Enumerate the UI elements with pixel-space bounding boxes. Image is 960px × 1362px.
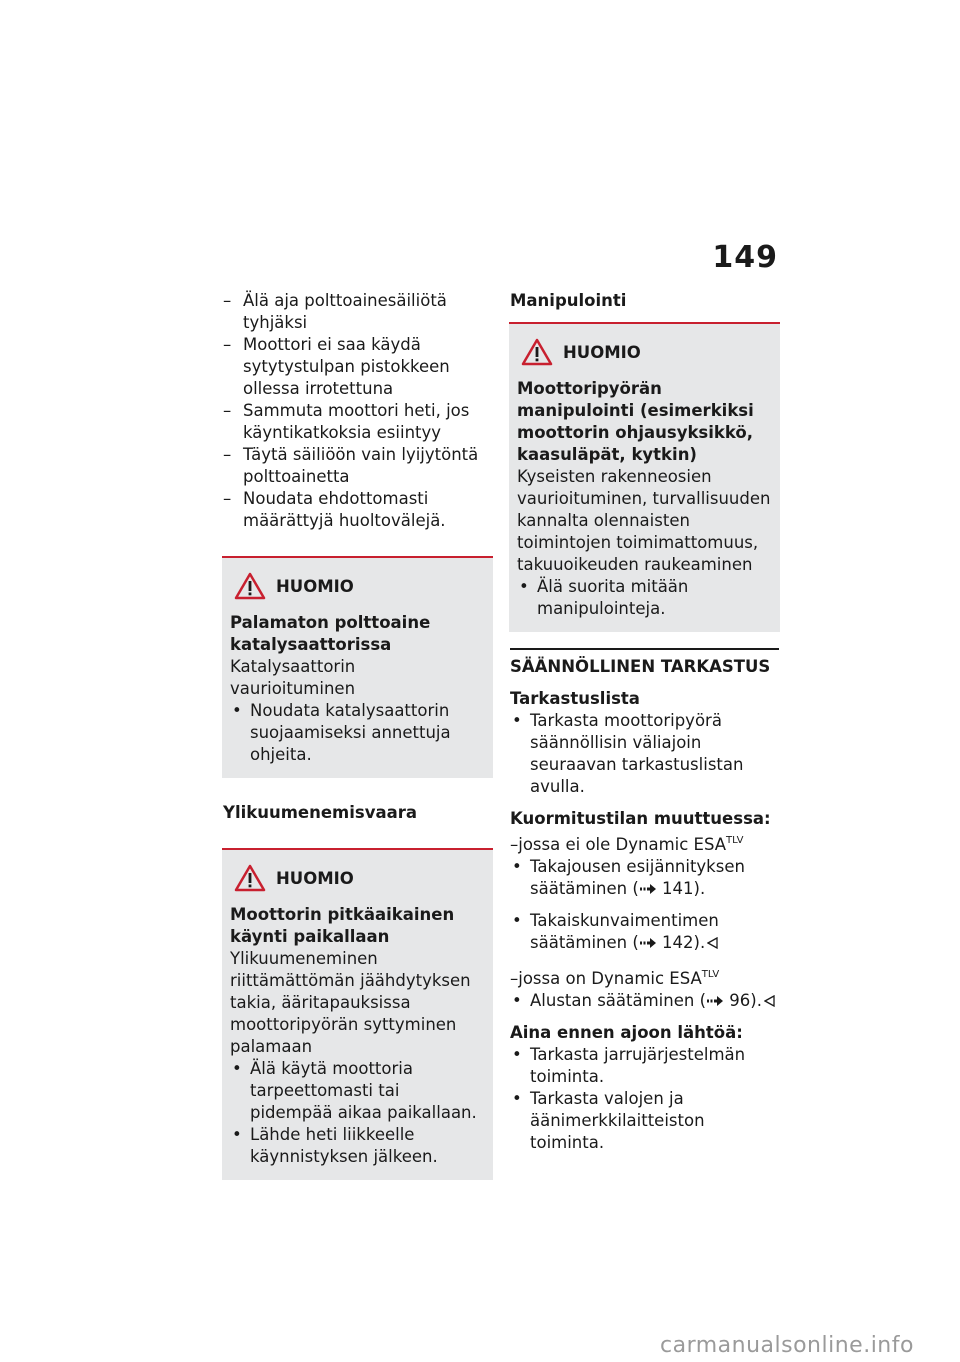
right-column	[510, 290, 779, 1154]
before-ride-bullets	[510, 1044, 779, 1154]
load-change-bullets-2	[510, 910, 779, 954]
list-item-text: Älä aja polttoainesäiliötä tyhjäksi	[243, 291, 447, 332]
bullet-marker: •	[512, 911, 522, 930]
checklist-heading: Tarkastuslista	[510, 689, 640, 708]
list-item	[230, 1058, 485, 1124]
list-item	[510, 990, 779, 1012]
list-item-text: Tarkasta moottoripyörä säännöllisin väliajoin seuraavan tarkastuslistan avulla.	[530, 711, 744, 796]
condition-no-esa	[510, 830, 779, 856]
list-item	[510, 710, 779, 798]
list-item-text: Noudata ehdottomasti määrättyjä huoltovälejä.	[243, 489, 446, 530]
load-change-heading: Kuormitustilan muuttuessa:	[510, 809, 771, 828]
notice-header	[234, 572, 485, 600]
warning-triangle-icon	[234, 864, 266, 892]
bullet-marker: •	[519, 577, 529, 596]
page-number: 149	[712, 240, 778, 275]
before-ride-heading: Aina ennen ajoon lähtöä:	[510, 1023, 743, 1042]
list-item-text: Lähde heti liikkeelle käynnistyksen jälkeen.	[250, 1125, 438, 1166]
watermark: carmanualsonline.info	[660, 1333, 914, 1358]
list-item	[223, 488, 492, 532]
notice-catalyst	[222, 556, 493, 778]
notice-heading: Palamaton polttoaine katalysaattorissa	[230, 613, 431, 654]
section-title-inspection: SÄÄNNÖLLINEN TARKASTUS	[510, 648, 779, 678]
left-column	[223, 290, 492, 1180]
notice-label: HUOMIO	[276, 868, 354, 888]
bullet-marker: •	[512, 1045, 522, 1064]
dash-marker: –	[223, 445, 232, 464]
page-reference-arrow-icon[interactable]	[639, 883, 657, 895]
warning-triangle-icon	[234, 572, 266, 600]
list-item-text: Takaiskunvaimentimen säätäminen (	[530, 911, 719, 952]
list-item-text: Täytä säiliöön vain lyijytöntä polttoainetta	[243, 445, 479, 486]
notice-heading: Moottoripyörän manipulointi (esimerkiksi moottorin ohjausyksikkö, kaasuläpät, kytkin)	[517, 379, 754, 464]
notice-text: Kyseisten rakenneosien vaurioituminen, turvallisuuden kannalta olennaisten toimintojen toimimattomuus, takuuoikeuden raukeaminen	[517, 467, 771, 574]
list-item-text: Alustan säätäminen (	[530, 991, 707, 1010]
dash-marker: –	[223, 335, 232, 354]
list-item	[510, 1044, 779, 1088]
notice-header	[521, 338, 772, 366]
list-item	[510, 856, 779, 900]
condition-text: jossa ei ole Dynamic ESA	[518, 835, 727, 854]
load-change-bullets-1	[510, 856, 779, 900]
page-reference-arrow-icon[interactable]	[639, 937, 657, 949]
notice-text: Ylikuumeneminen riittämättömän jäähdytyksen takia, ääritapauksissa moottoripyörän syttyminen palamaan	[230, 949, 471, 1056]
notice-heading: Moottorin pitkäaikainen käynti paikallaan	[230, 905, 455, 946]
notice-bullets	[230, 700, 485, 766]
dash-marker: –	[510, 969, 519, 988]
list-item	[510, 910, 779, 954]
list-item	[223, 290, 492, 334]
dash-marker: –	[223, 291, 232, 310]
page-reference[interactable]: 96).	[724, 991, 762, 1010]
list-item-text: Älä suorita mitään manipulointeja.	[537, 577, 689, 618]
list-item	[230, 700, 485, 766]
list-item-text: Tarkasta valojen ja äänimerkkilaitteiston toiminta.	[530, 1089, 705, 1152]
condition-text: jossa on Dynamic ESA	[518, 969, 702, 988]
bullet-marker: •	[232, 1059, 242, 1078]
notice-idle	[222, 848, 493, 1180]
bullet-marker: •	[512, 991, 522, 1010]
page-reference-arrow-icon[interactable]	[706, 995, 724, 1007]
notice-bullets	[230, 1058, 485, 1168]
bullet-marker: •	[512, 857, 522, 876]
list-item-text: Sammuta moottori heti, jos käyntikatkoksia esiintyy	[243, 401, 470, 442]
bullet-marker: •	[232, 701, 242, 720]
bullet-marker: •	[512, 1089, 522, 1108]
page-reference[interactable]: 141).	[656, 879, 706, 898]
list-item-text: Tarkasta jarrujärjestelmän toiminta.	[530, 1045, 746, 1086]
bullet-marker: •	[232, 1125, 242, 1144]
warning-triangle-icon	[521, 338, 553, 366]
list-item-text: Noudata katalysaattorin suojaamiseksi annettuja ohjeita.	[250, 701, 451, 764]
list-item-text: Moottori ei saa käydä sytytystulpan pistokkeen ollessa irrotettuna	[243, 335, 450, 398]
notice-text: Katalysaattorin vaurioituminen	[230, 657, 356, 698]
dash-marker: –	[510, 835, 519, 854]
notice-header	[234, 864, 485, 892]
list-item	[223, 334, 492, 400]
list-item-text: Älä käytä moottoria tarpeettomasti tai pidempää aikaa paikallaan.	[250, 1059, 477, 1122]
precaution-list	[223, 290, 492, 532]
list-item	[223, 444, 492, 488]
list-item	[230, 1124, 485, 1168]
load-change-bullets-3	[510, 990, 779, 1012]
condition-with-esa	[510, 964, 779, 990]
section-heading-overheat: Ylikuumenemisvaara	[223, 803, 418, 822]
end-of-section-icon	[707, 937, 718, 949]
end-of-section-icon	[764, 995, 775, 1007]
section-heading-manipulation: Manipulointi	[510, 291, 627, 310]
notice-label: HUOMIO	[276, 576, 354, 596]
list-item	[510, 1088, 779, 1154]
bullet-marker: •	[512, 711, 522, 730]
dash-marker: –	[223, 401, 232, 420]
notice-label: HUOMIO	[563, 342, 641, 362]
list-item	[223, 400, 492, 444]
notice-manipulation	[509, 322, 780, 632]
notice-bullets	[517, 576, 772, 620]
page-reference[interactable]: 142).	[656, 933, 706, 952]
checklist-bullets	[510, 710, 779, 798]
list-item	[517, 576, 772, 620]
list-item-text: Takajousen esijännityksen säätäminen (	[530, 857, 745, 898]
dash-marker: –	[223, 489, 232, 508]
superscript: TLV	[701, 969, 720, 980]
superscript: TLV	[726, 835, 744, 846]
